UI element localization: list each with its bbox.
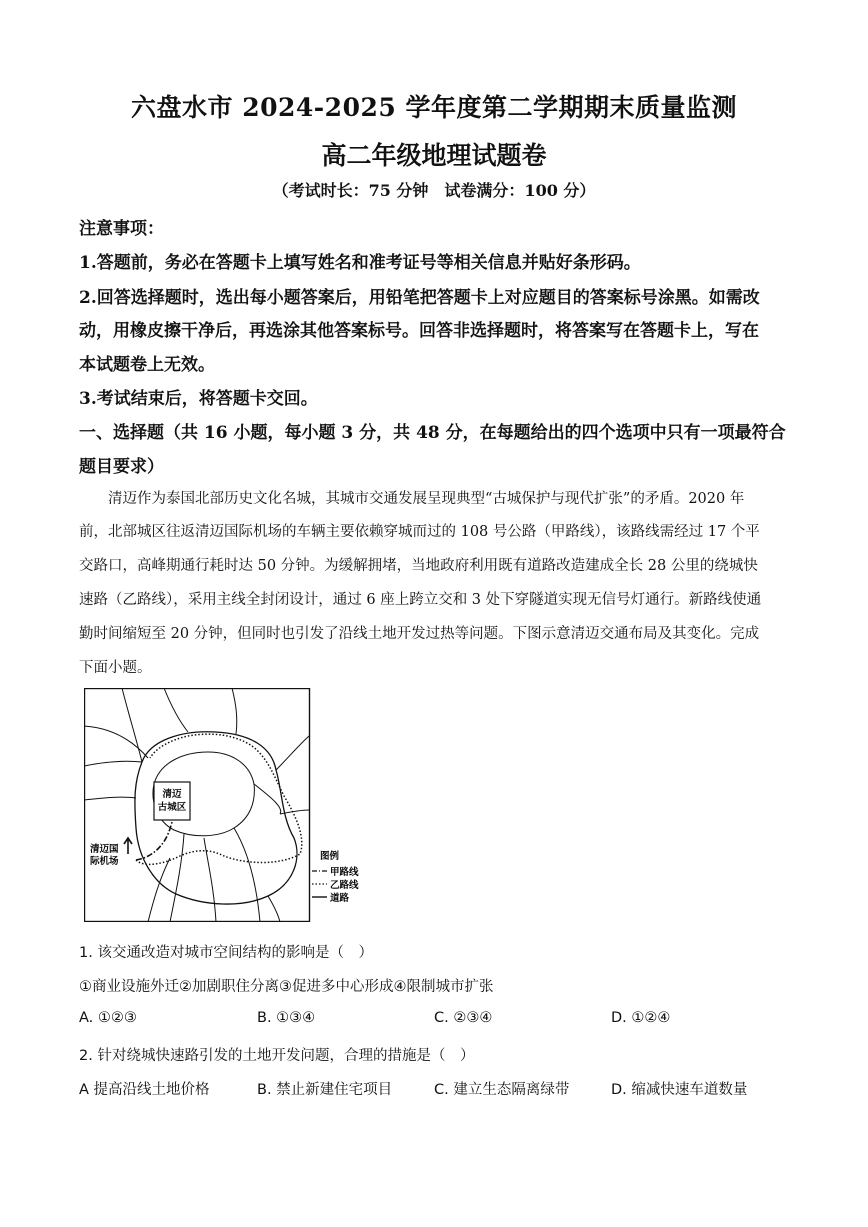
notice-item-1: 1.答题前，务必在答题卡上填写姓名和准考证号等相关信息并贴好条形码。 xyxy=(79,253,641,273)
q1-option-d[interactable]: D. ①②④ xyxy=(611,1010,671,1026)
road-west-2 xyxy=(84,797,136,800)
road-south-4 xyxy=(148,858,170,922)
section-heading-line-2: 题目要求） xyxy=(79,457,164,477)
road-north-2 xyxy=(232,688,237,734)
airport-label-1: 清迈国 xyxy=(90,844,119,855)
road-south-3 xyxy=(234,828,260,922)
q2-option-b[interactable]: B. 禁止新建住宅项目 xyxy=(257,1082,393,1098)
passage-line-6: 下面小题。 xyxy=(79,660,152,676)
road-se xyxy=(268,896,280,922)
section-heading-line-1: 一、选择题（共 16 小题，每小题 3 分，共 48 分，在每题给出的四个选项中只有一项最符合 xyxy=(79,423,786,443)
road-north-1 xyxy=(164,688,188,732)
q2-option-d[interactable]: D. 缩减快速车道数量 xyxy=(611,1082,748,1098)
passage-line-2: 前，北部城区往返清迈国际机场的车辆主要依赖穿城而过的 108 号公路（甲路线），该路线需经过 17 个平 xyxy=(79,524,760,540)
notice-item-2-line-3: 本试题卷上无效。 xyxy=(79,355,215,375)
notice-item-2-line-2: 动，用橡皮擦干净后，再选涂其他答案标号。回答非选择题时，将答案写在答题卡上，写在 xyxy=(79,321,759,341)
q1-statements: ①商业设施外迁②加剧职住分离③促进多中心形成④限制城市扩张 xyxy=(79,979,494,995)
passage-line-3: 交路口，高峰期通行耗时达 50 分钟。为缓解拥堵，当地政府利用既有道路改造建成全长 28 公里的绕城快 xyxy=(79,558,758,574)
airplane-icon xyxy=(124,838,132,854)
old-city-box xyxy=(154,782,190,820)
q2-stem: 2. 针对绕城快速路引发的土地开发问题，合理的措施是（ ） xyxy=(79,1048,475,1064)
q2-option-c[interactable]: C. 建立生态隔离绿带 xyxy=(434,1082,570,1098)
q1-option-a[interactable]: A. ①②③ xyxy=(79,1010,137,1026)
q1-stem: 1. 该交通改造对城市空间结构的影响是（ ） xyxy=(79,945,373,961)
q1-option-b[interactable]: B. ①③④ xyxy=(257,1010,316,1026)
q2-option-a[interactable]: A 提高沿线土地价格 xyxy=(79,1082,210,1098)
legend-jia-label: 甲路线 xyxy=(330,867,359,878)
exam-info: （考试时长：75 分钟 试卷满分：100 分） xyxy=(272,181,596,200)
road-south-1 xyxy=(204,838,216,922)
legend-road-label: 道路 xyxy=(330,893,350,904)
road-south-2 xyxy=(170,834,184,922)
passage-line-1: 清迈作为泰国北部历史文化名城，其城市交通发展呈现典型“古城保护与现代扩张”的矛盾。2020 年 xyxy=(79,491,745,507)
exam-subtitle: 高二年级地理试题卷 xyxy=(321,141,547,170)
legend-title: 图例 xyxy=(320,851,340,862)
road-nw-2 xyxy=(122,688,142,762)
road-ne xyxy=(276,736,309,770)
exam-title: 六盘水市 2024-2025 学年度第二学期期末质量监测 xyxy=(131,93,737,122)
old-city-label-1: 清迈 xyxy=(162,789,182,800)
legend-yi-label: 乙路线 xyxy=(330,880,359,891)
q1-option-c[interactable]: C. ②③④ xyxy=(434,1010,493,1026)
road-east-link xyxy=(254,784,281,814)
road-west-1 xyxy=(84,761,142,766)
notice-item-2-line-1: 2.回答选择题时，选出每小题答案后，用铅笔把答题卡上对应题目的答案标号涂黑。如需改 xyxy=(79,288,760,308)
passage-line-4: 速路（乙路线），采用主线全封闭设计，通过 6 座上跨立交和 3 处下穿隧道实现无信号灯通行。新路线使通 xyxy=(79,592,762,608)
notice-item-3: 3.考试结束后，将答题卡交回。 xyxy=(79,389,318,409)
airport-label-2: 际机场 xyxy=(90,856,119,867)
old-city-label-2: 古城区 xyxy=(157,802,187,813)
passage-line-5: 勤时间缩短至 20 分钟，但同时也引发了沿线土地开发过热等问题。下图示意清迈交通布局及其变化。完成 xyxy=(79,626,760,642)
notice-heading: 注意事项： xyxy=(79,219,164,239)
chiang-mai-traffic-map xyxy=(84,688,370,922)
road-nw xyxy=(84,726,148,758)
map-frame xyxy=(85,689,310,922)
